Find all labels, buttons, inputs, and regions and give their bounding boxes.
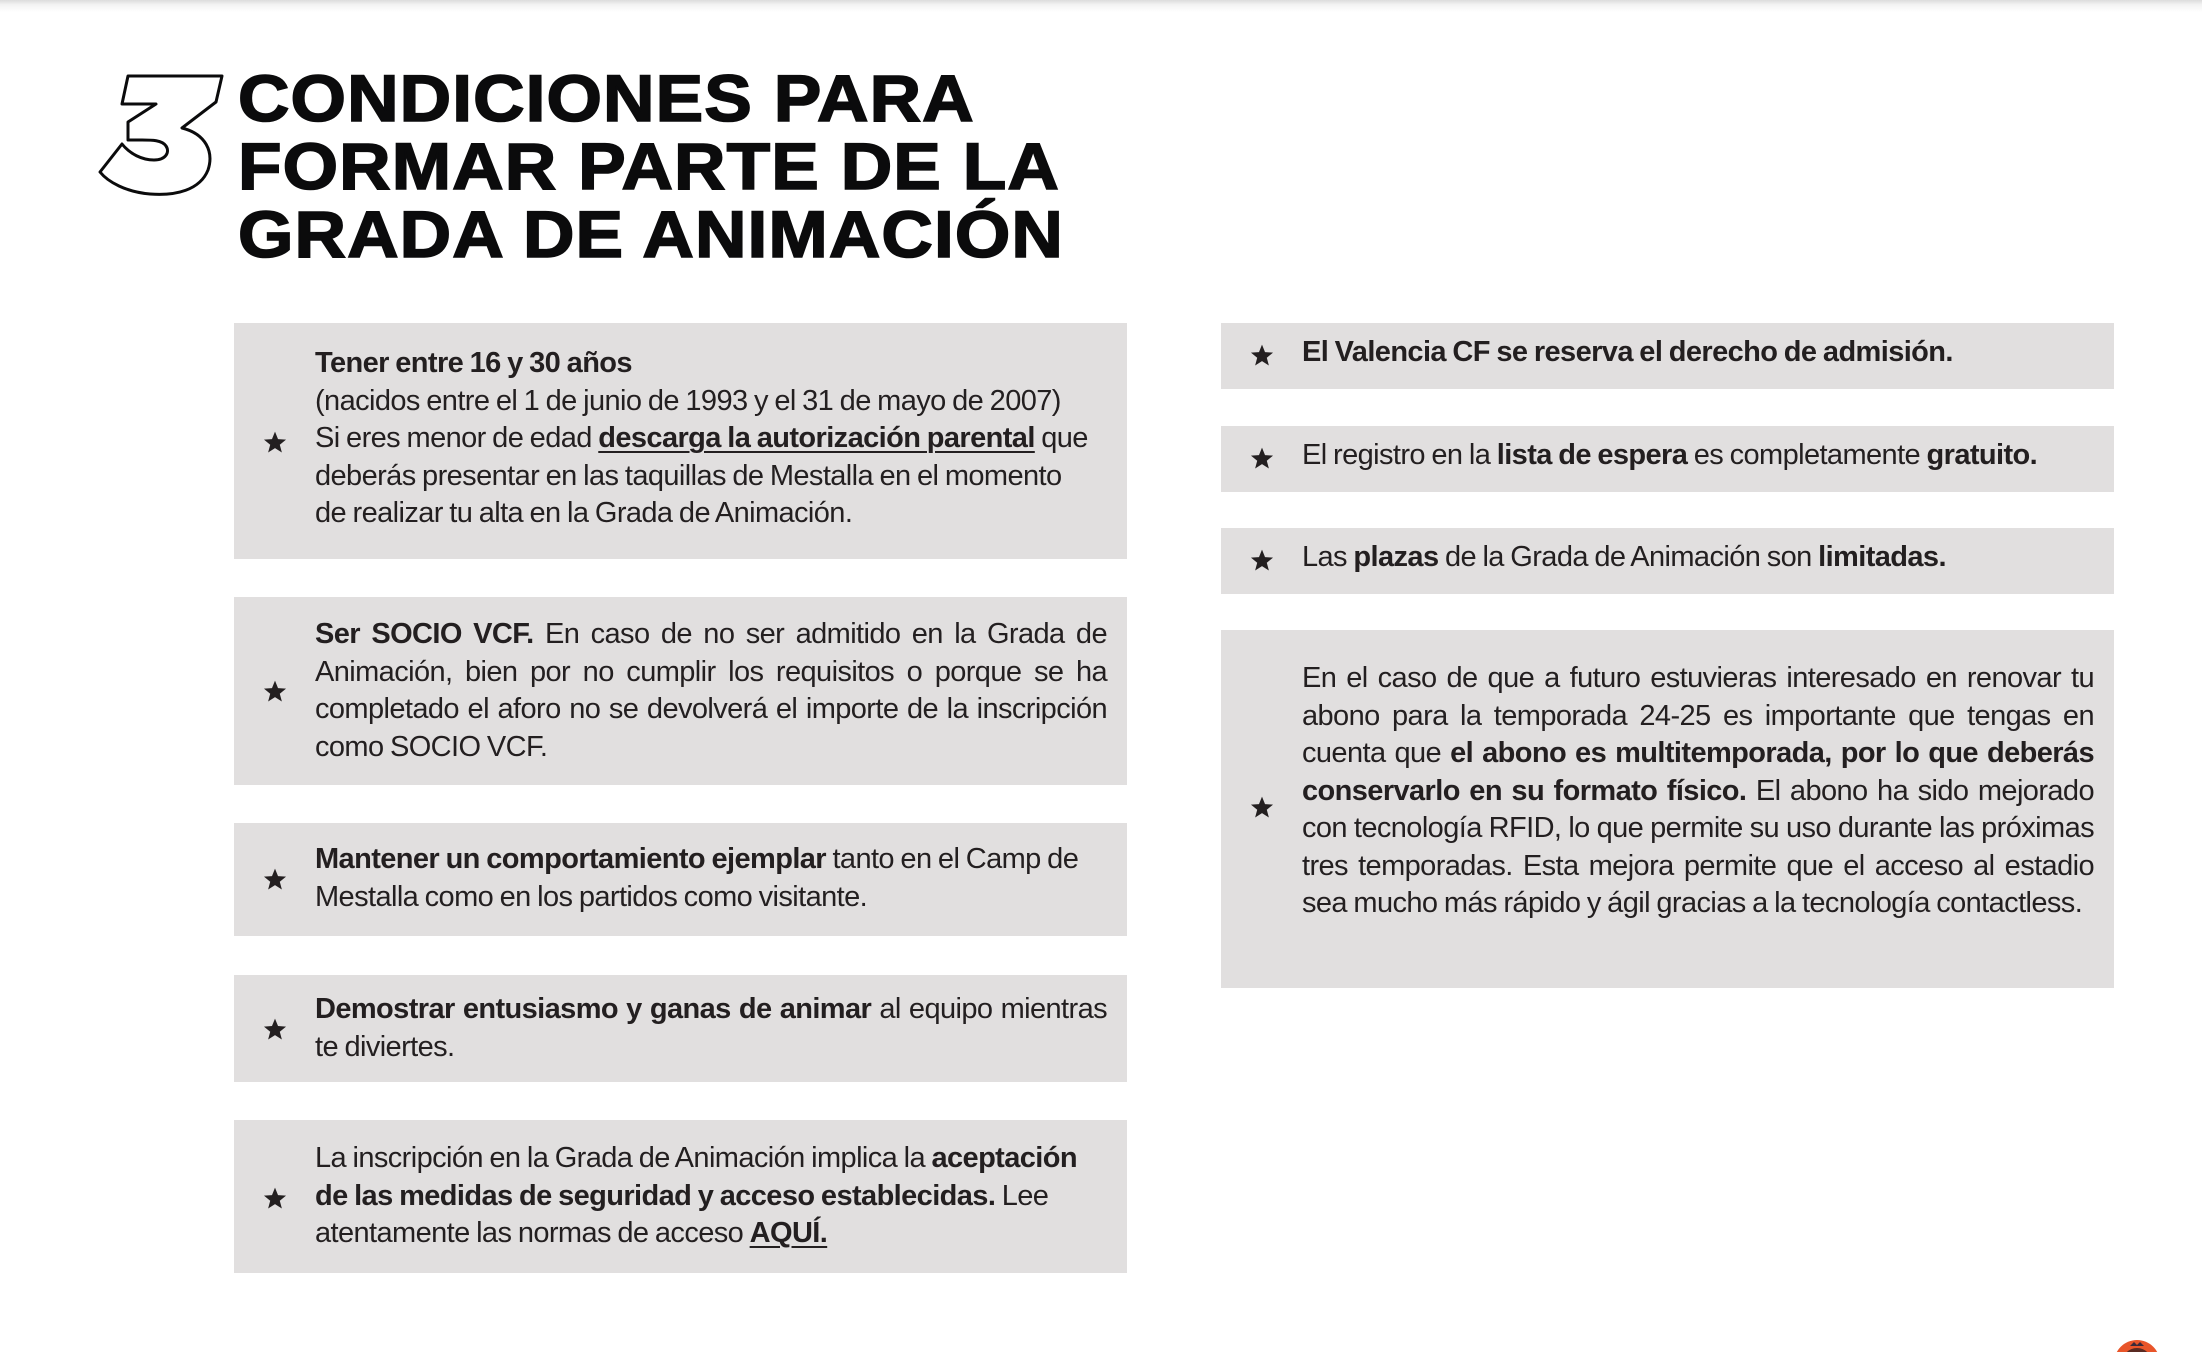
condition-text	[315, 991, 1107, 1066]
star-icon	[262, 1186, 288, 1211]
condition-card-multiseason	[1221, 630, 2114, 988]
minor-text-end: que	[1034, 422, 1088, 454]
top-shadow	[0, 0, 2202, 12]
condition-heading: Tener entre 16 y 30 años	[315, 347, 632, 379]
condition-text	[1302, 660, 2094, 923]
condition-body-2: El abono ha sido mejorado con tecnología RFID, lo que permite su uso durante las próximas tres temporadas. Esta mejora permite que el acceso al estadio sea mucho más rápido y ágil gracias a la tecnología contactless.	[1302, 774, 2094, 919]
condition-body: En el caso de que a futuro estuvieras interesado en renovar tu abono para la temporada 24-25 es importante que tengas en cuenta que	[1302, 662, 2094, 769]
star-icon	[262, 430, 288, 455]
limited-emphasis: limitadas.	[1818, 541, 1946, 573]
condition-body-2: Lee atentamente las normas de acceso	[315, 1179, 1049, 1249]
star-icon	[1249, 446, 1275, 471]
condition-card-limited	[1221, 528, 2114, 594]
condition-text	[315, 1140, 1115, 1253]
condition-heading: Demostrar entusiasmo y ganas de animar	[315, 993, 872, 1025]
condition-heading: aceptación de las medidas de seguridad y acceso establecidas.	[315, 1142, 1077, 1212]
section-title	[238, 61, 1064, 271]
condition-heading: Ser SOCIO VCF.	[315, 618, 534, 650]
condition-body: La inscripción en la Grada de Animación implica la	[315, 1142, 932, 1174]
star-icon	[262, 867, 288, 892]
condition-text	[315, 345, 1115, 533]
condition-text	[1302, 437, 2102, 475]
condition-body: En caso de no ser admitido en la Grada de Animación, bien por no cumplir los requisitos o porque se ha completado el aforo no se devolverá el importe de la inscripción como SOCIO VCF.	[315, 618, 1107, 763]
condition-body: El registro en la	[1302, 439, 1497, 471]
condition-card-waitlist	[1221, 426, 2114, 492]
minor-text: Si eres menor de edad	[315, 422, 599, 454]
star-icon	[1249, 795, 1275, 820]
condition-card-socio	[234, 597, 1127, 785]
multiseason-emphasis: el abono es multitemporada, por lo que deberás conservarlo en su formato físico.	[1302, 737, 2094, 807]
section-title-line-2: FORMAR PARTE DE LA	[238, 129, 1060, 203]
star-icon	[262, 679, 288, 704]
parental-authorization-download-link[interactable]: descarga la autorización parental	[598, 422, 1035, 454]
section-number-three-icon	[98, 72, 224, 196]
condition-heading: Mantener un comportamiento ejemplar	[315, 843, 826, 875]
condition-body: tanto en el Camp de Mestalla como en los partidos como visitante.	[315, 843, 1079, 913]
condition-text	[1302, 334, 2102, 372]
birth-date-range: (nacidos entre el 1 de junio de 1993 y el 31 de mayo de 2007)	[315, 384, 1061, 417]
section-title-line-3: GRADA DE ANIMACIÓN	[238, 197, 1064, 271]
condition-text	[315, 841, 1115, 916]
star-icon	[1249, 548, 1275, 573]
minor-text-line-4: deberás presentar en las taquillas de Mestalla en el momento	[315, 459, 1062, 492]
condition-text	[1302, 539, 2102, 577]
condition-body: Las	[1302, 541, 1354, 573]
condition-body: al equipo mientras te diviertes.	[315, 993, 1107, 1063]
star-icon	[262, 1017, 288, 1042]
places-emphasis: plazas	[1353, 541, 1439, 573]
club-crest-icon	[2112, 1338, 2162, 1352]
free-emphasis: gratuito.	[1926, 439, 2038, 471]
condition-card-admission	[1221, 323, 2114, 389]
condition-card-security	[234, 1120, 1127, 1273]
condition-card-age	[234, 323, 1127, 559]
access-rules-link[interactable]: AQUÍ.	[749, 1217, 828, 1249]
section-title-line-1: CONDICIONES PARA	[238, 61, 975, 135]
condition-card-enthusiasm	[234, 975, 1127, 1082]
condition-body-2: de la Grada de Animación son	[1438, 541, 1819, 573]
star-icon	[1249, 343, 1275, 368]
condition-body-2: es completamente	[1687, 439, 1927, 471]
condition-text	[315, 616, 1107, 766]
condition-heading: El Valencia CF se reserva el derecho de admisión.	[1302, 336, 1953, 368]
condition-card-behaviour	[234, 823, 1127, 936]
minor-text-line-5: de realizar tu alta en la Grada de Animación.	[315, 497, 853, 529]
waitlist-emphasis: lista de espera	[1496, 439, 1688, 471]
